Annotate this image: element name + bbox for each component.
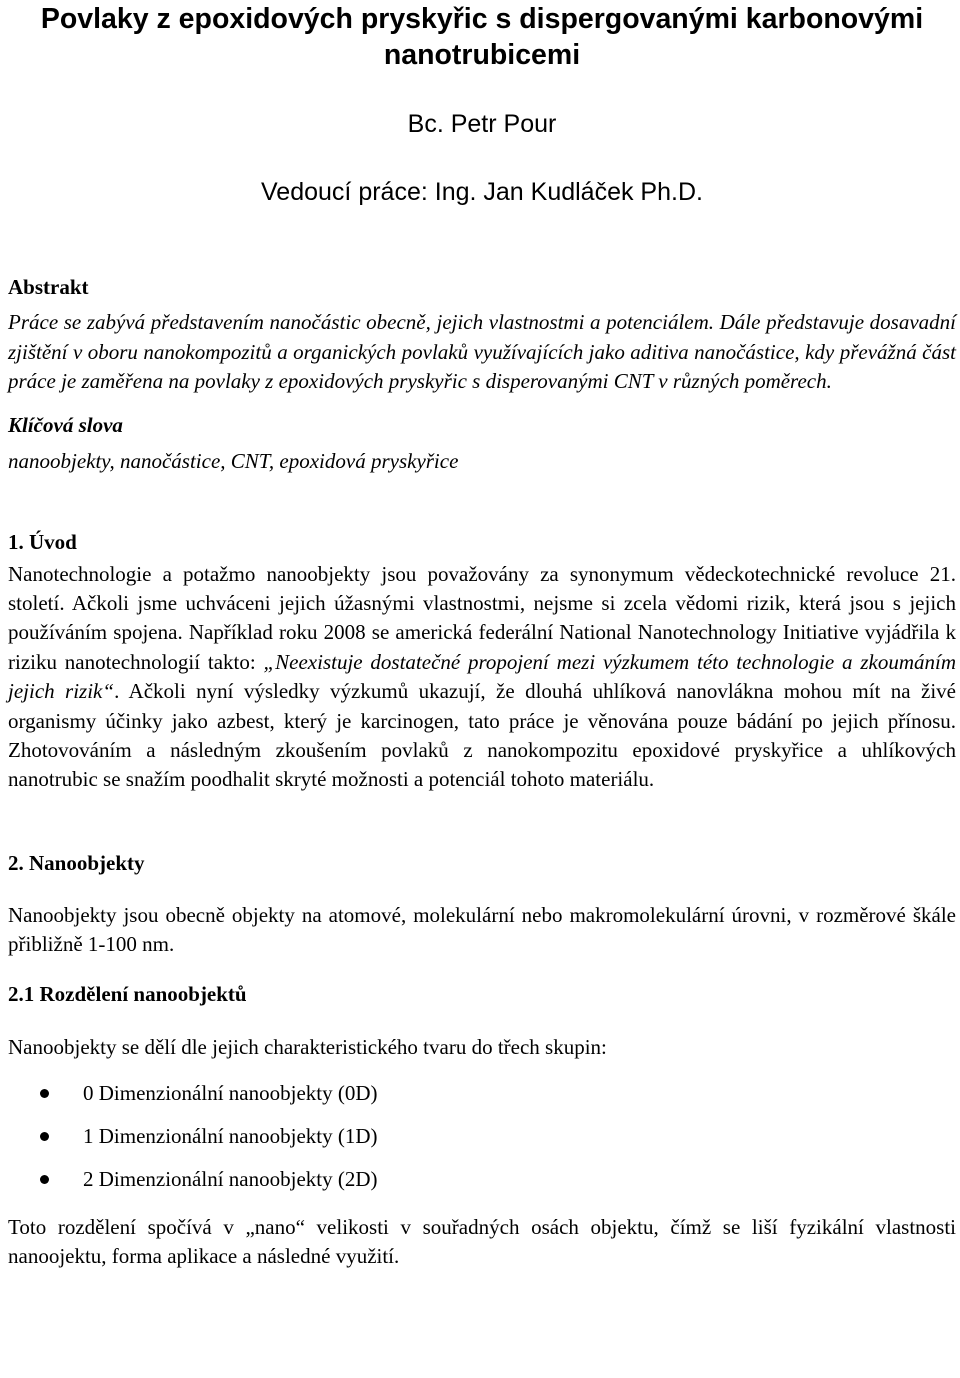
nanoobjekty-paragraph: Nanoobjekty jsou obecně objekty na atomové, molekulární nebo makromolekulární úrovni, v rozměrové škále přibližně 1-100 nm. bbox=[8, 902, 956, 957]
closing-paragraph: Toto rozdělení spočívá v „nano“ velikosti v souřadných osách objektu, čímž se liší fyzikální vlastnosti nanoojektu, forma aplikace a následné využití. bbox=[8, 1214, 956, 1269]
document-page bbox=[8, 0, 956, 1272]
intro-quote: „Neexistuje dostatečné propojení mezi výzkumem této technologie a zkoumáním jejich rizik“ bbox=[8, 649, 956, 704]
list-item-label: 0 Dimenzionální nanoobjekty (0D) bbox=[83, 1080, 378, 1105]
list-item bbox=[8, 1079, 956, 1107]
keywords-text: nanoobjekty, nanočástice, CNT, epoxidová pryskyřice bbox=[8, 448, 459, 473]
bullet-icon bbox=[40, 1175, 49, 1184]
intro-heading: 1. Úvod bbox=[8, 529, 77, 554]
author-name: Bc. Petr Pour bbox=[407, 110, 557, 138]
abstract-heading: Abstrakt bbox=[8, 275, 89, 299]
list-item-label: 2 Dimenzionální nanoobjekty (2D) bbox=[83, 1166, 378, 1191]
intro-text-before-quote: Nanotechnologie a potažmo nanoobjekty jsou považovány za synonymum vědeckotechnické revoluce 21. století. Ačkoli jsme uchváceni jejich úžasnými vlastnostmi, nejsme si zcela vědomi rizik, která jsou s jejich používáním spojena. Například roku 2008 se americká federální National Nanotechnology Initiative vyjádřila k riziku nanotechnologií takto: bbox=[8, 561, 956, 674]
rozdeleni-paragraph: Nanoobjekty se dělí dle jejich charakteristického tvaru do třech skupin: bbox=[8, 1034, 607, 1059]
bullet-icon bbox=[40, 1132, 49, 1141]
keywords-heading: Klíčová slova bbox=[8, 412, 123, 437]
intro-text-after-quote: . Ačkoli nyní výsledky výzkumů ukazují, že dlouhá uhlíková nanovlákna mohou mít na živé organismy účinky jako azbest, který je karcinogen, tato práce je věnována pouze bádání po jejich přínosu. Zhotovováním a následným zkoušením povlaků z nanokompozitu epoxidové pryskyřice a uhlíkových nanotrubic se snažím poodhalit skryté možnosti a potenciál tohoto materiálu. bbox=[8, 679, 956, 792]
dimension-list bbox=[8, 1079, 956, 1193]
list-item bbox=[8, 1165, 956, 1193]
abstract-text: Práce se zabývá představením nanočástic obecně, jejich vlastnostmi a potenciálem. Dále představuje dosavadní zjištění v oboru nanokompozitů a organických povlaků využívajících jako aditiva nanočástice, kdy převážná část práce je zaměřena na povlaky z epoxidových pryskyřic s disperovanými CNT v různých poměrech. bbox=[8, 310, 956, 393]
intro-paragraph bbox=[8, 560, 956, 795]
list-item bbox=[8, 1122, 956, 1150]
rozdeleni-heading: 2.1 Rozdělení nanoobjektů bbox=[8, 981, 247, 1006]
supervisor-line: Vedoucí práce: Ing. Jan Kudláček Ph.D. bbox=[261, 178, 703, 206]
paper-title: Povlaky z epoxidových pryskyřic s dispergovanými karbonovými nanotrubicemi bbox=[40, 3, 924, 71]
bullet-icon bbox=[40, 1089, 49, 1098]
list-item-label: 1 Dimenzionální nanoobjekty (1D) bbox=[83, 1123, 378, 1148]
nanoobjekty-heading: 2. Nanoobjekty bbox=[8, 850, 145, 875]
